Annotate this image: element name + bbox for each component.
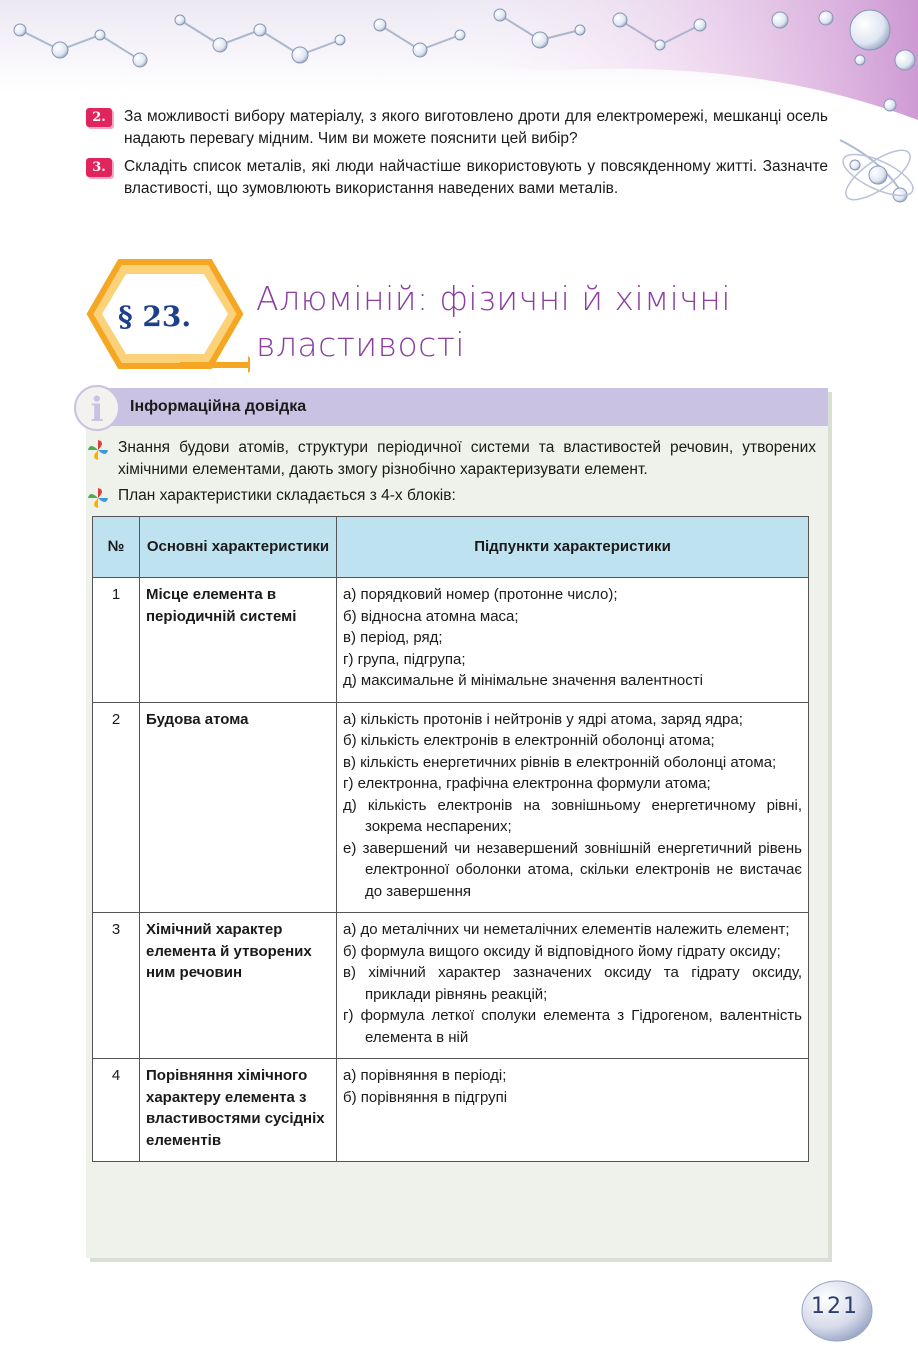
subitem: д) максимальне й мінімальне значення валентності (343, 672, 703, 689)
subitem: г) група, підгрупа; (343, 650, 466, 668)
subitem: б) відносна атомна маса; (343, 607, 519, 625)
row-subitems (337, 578, 809, 703)
subitem: а) порядковий номер (протонне число); (343, 586, 618, 603)
subitem: д) кількість електронів на зовнішньому енергетичному рівні, зокрема неспарених; (343, 796, 802, 835)
subitem: г) електронна, графічна електронна формули атома; (343, 775, 711, 792)
question-number-badge: 3. (86, 158, 112, 177)
row-number: 1 (93, 578, 140, 703)
subitem: е) завершений чи незавершений зовнішній енергетичний рівень електронної оболонки атома, скільки електронів не вистачає до завершення (343, 839, 802, 900)
table-row (93, 1059, 809, 1162)
subitem: б) формула вищого оксиду й відповідного йому гідрату оксиду; (343, 942, 781, 960)
question-text: Складіть список металів, які люди найчастіше використовують у повсякденному житті. Зазначте властивості, що зумовлюють використання наведених вами металів. (124, 158, 828, 197)
section-number: § 23. (118, 300, 192, 333)
table-row (93, 702, 809, 913)
svg-text:i: i (90, 390, 104, 430)
subitem: г) формула леткої сполуки елемента з Гідрогеном, валентність елемента в ній (343, 1007, 802, 1046)
subitem: в) хімічний характер зазначених оксиду та гідрату оксиду, приклади рівнянь реакцій; (343, 964, 802, 1003)
section-title-line-2: властивості (256, 325, 466, 364)
info-title: Інформаційна довідка (130, 398, 307, 415)
info-bullet-1: Знання будови атомів, структури періодичної системи та властивостей речовин, утворених хімічними елементами, дають змогу різнобічно характеризувати елемент. (118, 439, 816, 478)
pinwheel-bullet-icon (86, 486, 110, 510)
question-3 (86, 156, 828, 200)
question-text: За можливості вибору матеріалу, з якого виготовлено дроти для електромережі, мешканці осель надають перевагу мідним. Чим ви можете пояснити цей вибір? (124, 108, 828, 147)
row-characteristic: Будова атома (140, 702, 337, 913)
section-title (256, 276, 731, 368)
row-subitems (337, 1059, 809, 1162)
column-header-main: Основні характеристики (140, 517, 337, 578)
row-subitems (337, 913, 809, 1059)
row-number: 4 (93, 1059, 140, 1162)
table-row (93, 913, 809, 1059)
column-header-number: № (93, 517, 140, 578)
question-2 (86, 106, 828, 150)
pinwheel-bullet-icon (86, 438, 110, 462)
page-number: 121 (811, 1294, 859, 1319)
subitem: а) кількість протонів і нейтронів у ядрі атома, заряд ядра; (343, 710, 743, 728)
subitem: в) кількість енергетичних рівнів в електронній оболонці атома; (343, 753, 777, 771)
row-characteristic: Місце елемента в періодичній системі (140, 578, 337, 703)
row-subitems (337, 702, 809, 913)
subitem: а) до металічних чи неметалічних елементів належить елемент; (343, 921, 790, 938)
question-number-badge: 2. (86, 108, 112, 127)
table-header-row (93, 517, 809, 578)
section-title-line-1: Алюміній: фізичні й хімічні (256, 279, 732, 318)
subitem: б) кількість електронів в електронній оболонці атома; (343, 732, 715, 749)
row-number: 2 (93, 702, 140, 913)
subitem: в) період, ряд; (343, 629, 443, 646)
column-header-sub: Підпункти характеристики (337, 517, 809, 578)
characteristics-table (92, 516, 809, 1162)
info-bullet-2: План характеристики складається з 4-х блоків: (118, 487, 456, 504)
row-number: 3 (93, 913, 140, 1059)
table-row (93, 578, 809, 703)
subitem: а) порівняння в періоді; (343, 1067, 507, 1084)
subitem: б) порівняння в підгрупі (343, 1088, 508, 1106)
row-characteristic: Порівняння хімічного характеру елемента з властивостями сусідніх елементів (140, 1059, 337, 1162)
row-characteristic: Хімічний характер елемента й утворених ним речовин (140, 913, 337, 1059)
info-icon (72, 383, 122, 433)
